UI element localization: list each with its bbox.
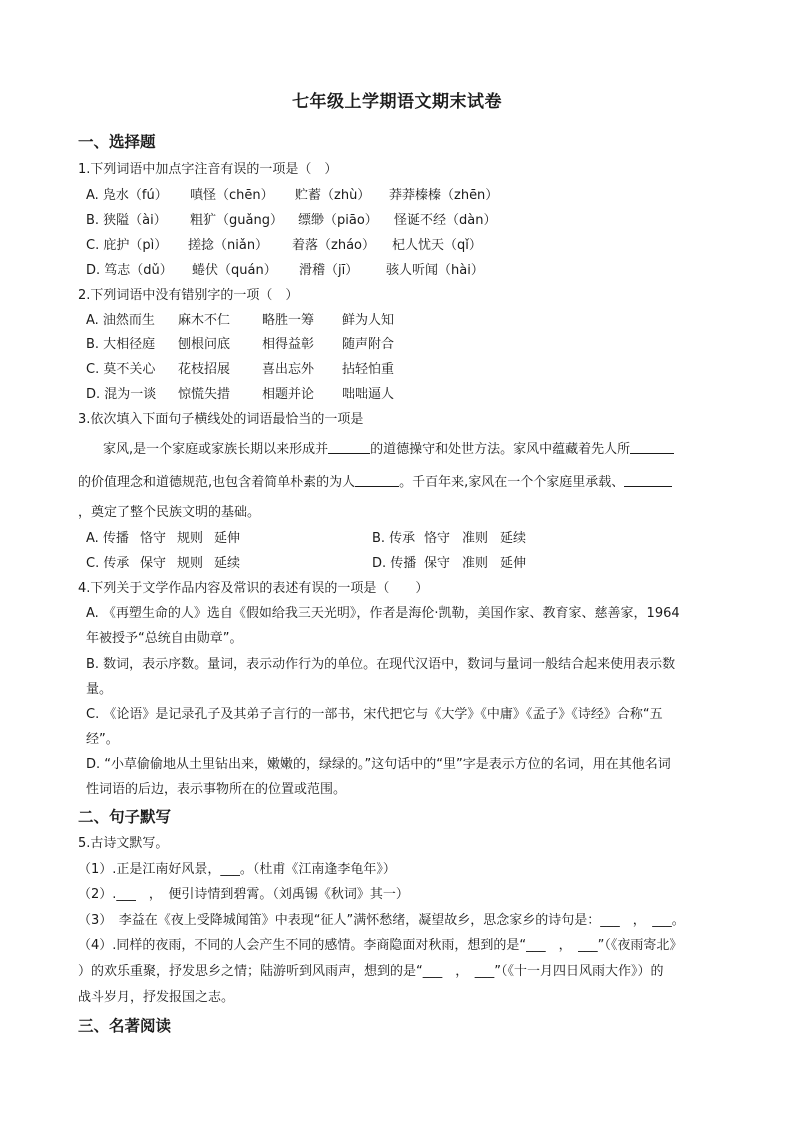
passage-text: 的价值理念和道德规范,也包含着简单朴素的为人 bbox=[78, 475, 356, 490]
option-text: 规则 bbox=[177, 556, 204, 571]
question-4-option-b-cont: 量。 bbox=[86, 682, 113, 697]
passage-text: 。千百年来,家风在一个个家庭里承载、 bbox=[399, 475, 625, 490]
option-text: D. 传播 bbox=[372, 556, 417, 571]
option-text: 骇人听闻（hài） bbox=[386, 263, 484, 278]
question-5-item-2: （2）.___ ， 便引诗情到碧霄。（刘禹锡《秋词》其一） bbox=[78, 887, 409, 902]
question-3-stem: 3.依次填入下面句子横线处的词语最恰当的一项是 bbox=[78, 412, 364, 427]
option-text: 粗犷（guǎng） bbox=[190, 213, 283, 228]
question-5-item-4-cont: ）的欢乐重聚，抒发思乡之情；陆游听到风雨声，想到的是“___ ， ___”（《十一月四日风雨大作》）的 bbox=[78, 964, 664, 979]
question-3-passage-line bbox=[103, 441, 674, 456]
question-3-passage-line bbox=[78, 474, 672, 489]
question-5-item-4: （4）.同样的夜雨，不同的人会产生不同的感情。李商隐面对秋雨，想到的是“___ ， ___”（《夜雨寄北》 bbox=[78, 938, 683, 953]
question-5-item-4-end: 战斗岁月，抒发报国之志。 bbox=[78, 990, 235, 1005]
question-5-item-3: （3） 李益在《夜上受降城闻笛》中表现“征人”满怀愁绪，凝望故乡，思念家乡的诗句是：___ ， ___。 bbox=[78, 913, 685, 928]
option-text: 延续 bbox=[214, 556, 241, 571]
option-text: A. 油然而生 bbox=[86, 313, 155, 328]
question-4-option-c: C. 《论语》是记录孔子及其弟子言行的一部书，宋代把它与《大学》《中庸》《孟子》《诗经》合称“五 bbox=[86, 707, 663, 722]
option-text: A. 传播 bbox=[86, 531, 129, 546]
question-4-option-a-cont: 年被授予“总统自由勋章”。 bbox=[86, 631, 243, 646]
option-text: 着落（zháo） bbox=[292, 238, 375, 253]
page-title: 七年级上学期语文期末试卷 bbox=[292, 92, 502, 112]
passage-text: 的道德操守和处世方法。家风中蕴藏着先人所 bbox=[370, 442, 631, 457]
answer-blank bbox=[624, 474, 672, 487]
section-heading-classics: 三、名著阅读 bbox=[78, 1017, 172, 1035]
option-text: C. 庇护（pì） bbox=[86, 238, 168, 253]
option-text: D. 混为一谈 bbox=[86, 387, 157, 402]
question-1-stem: 1.下列词语中加点字注音有误的一项是（ ） bbox=[78, 162, 338, 177]
question-4-stem: 4.下列关于文学作品内容及常识的表述有误的一项是（ ） bbox=[78, 581, 429, 596]
question-4-option-d-cont: 性词语的后边，表示事物所在的位置或范围。 bbox=[86, 782, 347, 797]
passage-text: 家风,是一个家庭或家族长期以来形成并 bbox=[103, 442, 329, 457]
question-2-stem: 2.下列词语中没有错别字的一项（ ） bbox=[78, 288, 299, 303]
question-4-option-b: B. 数词，表示序数。量词，表示动作行为的单位。在现代汉语中，数词与量词一般结合起来使用表示数 bbox=[86, 657, 676, 672]
option-text: 延伸 bbox=[500, 556, 527, 571]
option-text: 随声附合 bbox=[342, 337, 395, 352]
option-text: 怪诞不经（dàn） bbox=[394, 213, 497, 228]
option-text: 规则 bbox=[177, 531, 204, 546]
answer-blank bbox=[355, 474, 399, 487]
option-text: 相得益彰 bbox=[262, 337, 315, 352]
answer-blank bbox=[328, 441, 370, 454]
option-text: 搓捻（niǎn） bbox=[188, 238, 269, 253]
option-text: 惊慌失措 bbox=[178, 387, 231, 402]
answer-blank bbox=[630, 441, 674, 454]
section-heading-recitation: 二、句子默写 bbox=[78, 808, 172, 826]
question-4-option-a: A. 《再塑生命的人》选自《假如给我三天光明》，作者是海伦·凯勒，美国作家、教育家、慈善家，1964 bbox=[86, 606, 680, 621]
option-text: 莽莽榛榛（zhēn） bbox=[389, 188, 499, 203]
option-text: 滑稽（jī） bbox=[299, 263, 359, 278]
question-4-option-d: D. “小草偷偷地从土里钻出来，嫩嫩的，绿绿的。”这句话中的“里”字是表示方位的名词，用在其他名词 bbox=[86, 757, 671, 772]
option-text: 恪守 bbox=[424, 531, 451, 546]
option-text: 缥缈（piāo） bbox=[298, 213, 378, 228]
option-text: 杞人忧天（qǐ） bbox=[392, 238, 482, 253]
option-text: B. 狭隘（ài） bbox=[86, 213, 167, 228]
option-text: 延续 bbox=[500, 531, 527, 546]
option-text: 延伸 bbox=[214, 531, 241, 546]
option-text: 嗔怪（chēn） bbox=[190, 188, 274, 203]
option-text: 准则 bbox=[462, 531, 489, 546]
option-text: 喜出忘外 bbox=[262, 362, 315, 377]
section-heading-choice: 一、选择题 bbox=[78, 133, 156, 151]
option-text: 花枝招展 bbox=[178, 362, 231, 377]
option-text: 蜷伏（quán） bbox=[192, 263, 277, 278]
option-text: 略胜一筹 bbox=[262, 313, 315, 328]
option-text: 保守 bbox=[140, 556, 167, 571]
option-text: C. 传承 bbox=[86, 556, 130, 571]
option-text: 咄咄逼人 bbox=[342, 387, 395, 402]
option-text: B. 传承 bbox=[372, 531, 416, 546]
question-5-item-1: （1）.正是江南好风景，___。（杜甫《江南逢李龟年》） bbox=[78, 862, 396, 877]
option-text: C. 莫不关心 bbox=[86, 362, 156, 377]
option-text: D. 笃志（dǔ） bbox=[86, 263, 173, 278]
question-4-option-c-cont: 经”。 bbox=[86, 732, 119, 747]
option-text: 麻木不仁 bbox=[178, 313, 231, 328]
option-text: 准则 bbox=[462, 556, 489, 571]
option-text: 鲜为人知 bbox=[342, 313, 395, 328]
option-text: 恪守 bbox=[140, 531, 167, 546]
question-5-stem: 5.古诗文默写。 bbox=[78, 836, 169, 851]
option-text: 刨根问底 bbox=[178, 337, 231, 352]
option-text: B. 大相径庭 bbox=[86, 337, 156, 352]
option-text: 贮蓄（zhù） bbox=[295, 188, 371, 203]
option-text: 相题并论 bbox=[262, 387, 315, 402]
question-3-passage-line: ，奠定了整个民族文明的基础。 bbox=[78, 505, 261, 520]
option-text: 保守 bbox=[424, 556, 451, 571]
option-text: 拈轻怕重 bbox=[342, 362, 395, 377]
option-text: A. 凫水（fú） bbox=[86, 188, 168, 203]
